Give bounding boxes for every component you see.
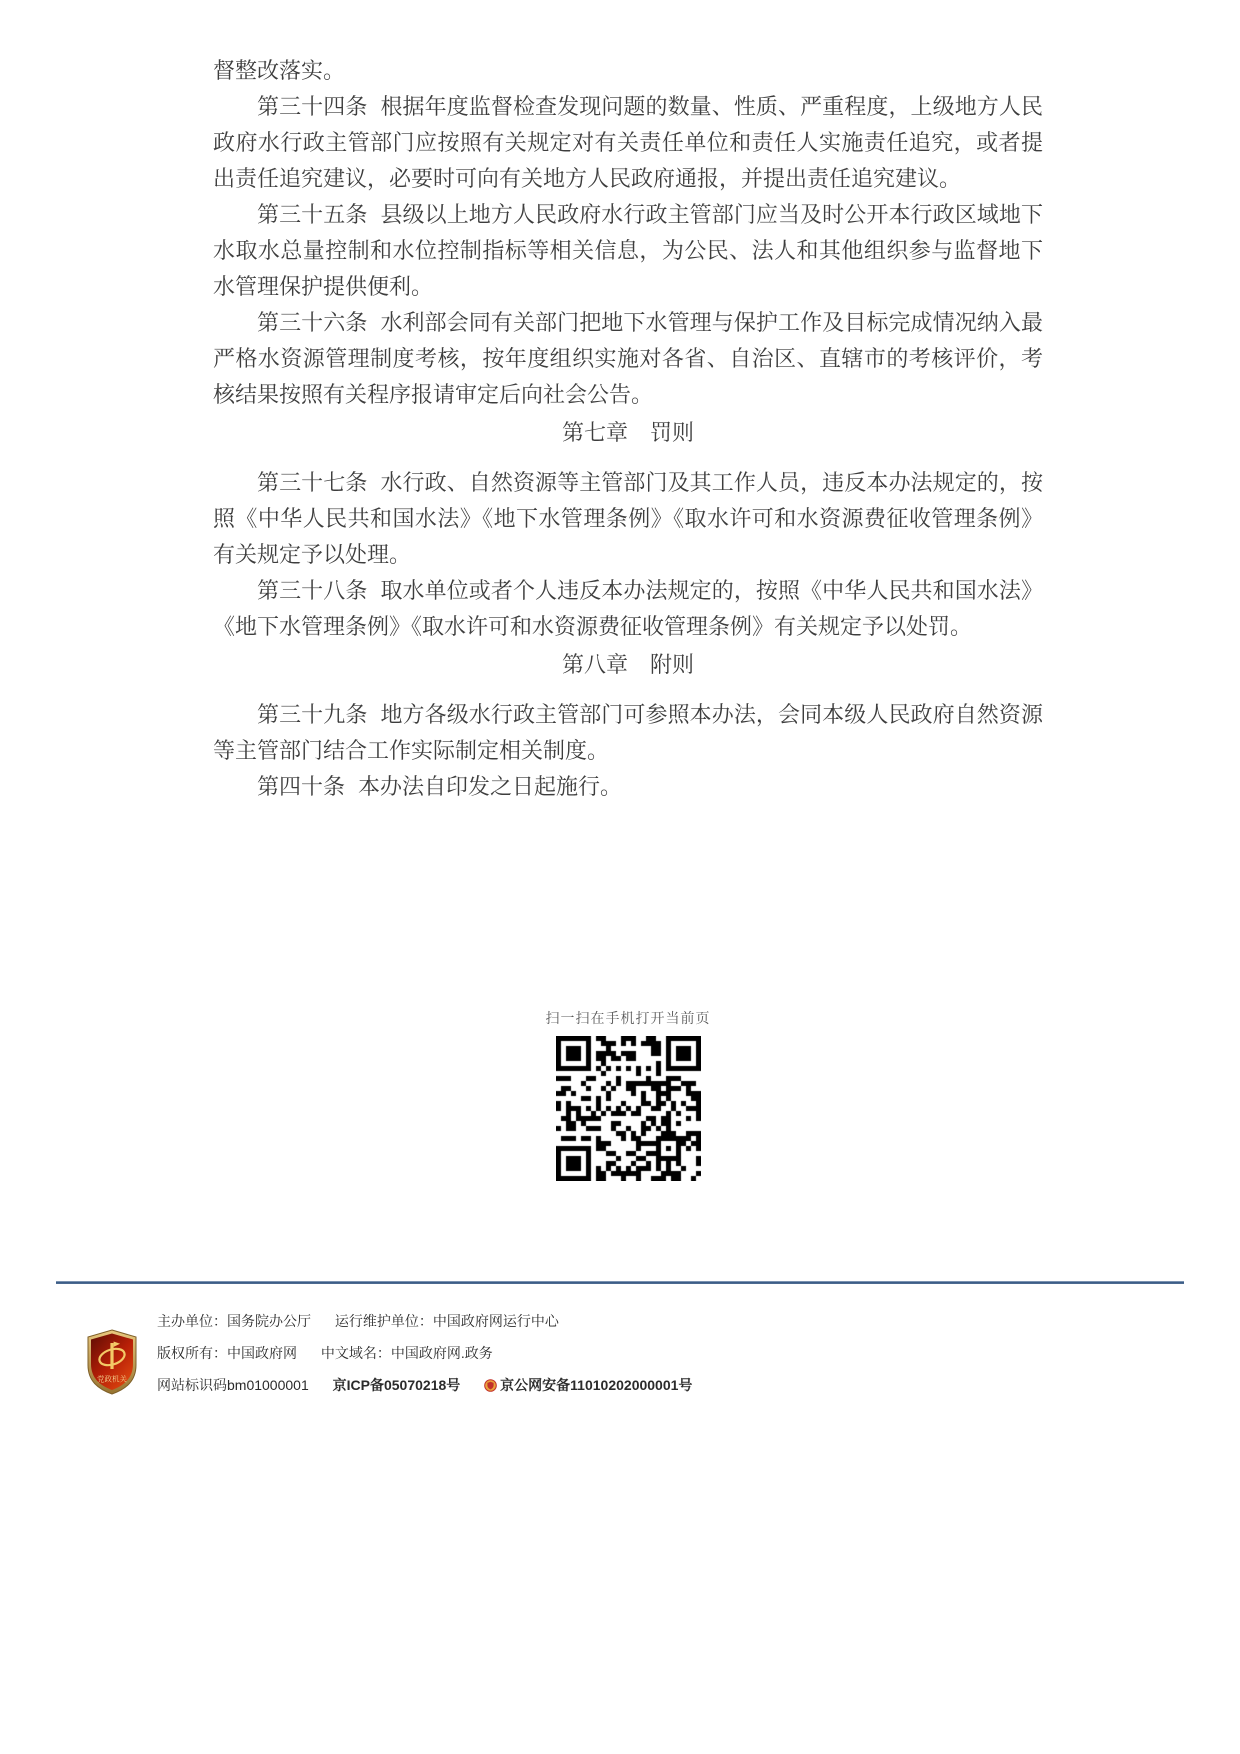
site-footer [85,1313,692,1395]
article-text: 本办法自印发之日起施行。 [358,774,623,799]
article-paragraph [213,465,1043,573]
article-number-label: 第三十八条 [257,578,368,603]
qr-caption: 扫一扫在手机打开当前页 [545,1010,711,1026]
continuation-paragraph [213,53,1043,89]
article-number-label: 第三十九条 [257,702,368,727]
public-security-record-text: 京公网安备11010202000001号 [500,1377,693,1393]
article-number-label: 第三十七条 [257,470,368,495]
footer-line-2 [157,1345,692,1362]
article-number-label: 第三十五条 [257,202,368,227]
article-paragraph [213,305,1043,413]
footer-divider [56,1281,1184,1284]
party-gov-org-badge-logo [85,1329,139,1395]
article-text: 督整改落实。 [213,58,346,83]
article-paragraph [213,573,1043,645]
footer-text-block [157,1313,692,1395]
footer-line-3 [157,1377,692,1394]
icp-license-link[interactable]: 京ICP备05070218号 [332,1377,461,1393]
article-number-label: 第三十六条 [257,310,368,335]
site-code-text: 网站标识码bm01000001 [157,1377,309,1393]
chapter-heading: 第八章 附则 [561,652,694,677]
article-paragraph [213,197,1043,305]
article-paragraph [213,769,1043,805]
article-number-label: 第三十四条 [257,94,368,119]
qr-code-image [556,1036,701,1181]
maintenance-unit-text: 运行维护单位：中国政府网运行中心 [334,1313,559,1329]
badge-label: 党政机关 [97,1374,127,1384]
article-paragraph [213,697,1043,769]
article-paragraph [213,89,1043,197]
copyright-text: 版权所有：中国政府网 [157,1345,297,1361]
article-text: 县级以上地方人民政府水行政主管部门应当及时公开本行政区域地下水取水总量控制和水位控制指标等相关信息，为公民、法人和其他组织参与监督地下水管理保护提供便利。 [213,202,1043,299]
chapter-heading: 第七章 罚则 [561,420,694,445]
host-unit-text: 主办单位：国务院办公厅 [157,1313,311,1329]
article-text: 根据年度监督检查发现问题的数量、性质、严重程度，上级地方人民政府水行政主管部门应按照有关规定对有关责任单位和责任人实施责任追究，或者提出责任追究建议，必要时可向有关地方人民政府通报，并提出责任追究建议。 [213,94,1043,191]
article-text: 地方各级水行政主管部门可参照本办法，会同本级人民政府自然资源等主管部门结合工作实际制定相关制度。 [213,702,1043,763]
public-security-record-link[interactable] [484,1377,692,1393]
article-body [0,0,1043,805]
public-security-badge-icon [484,1379,497,1392]
article-text: 取水单位或者个人违反本办法规定的，按照《中华人民共和国水法》《地下水管理条例》《取水许可和水资源费征收管理条例》有关规定予以处罚。 [213,578,1043,639]
chinese-domain-text: 中文域名：中国政府网.政务 [320,1345,493,1361]
article-text: 水行政、自然资源等主管部门及其工作人员，违反本办法规定的，按照《中华人民共和国水法》《地下水管理条例》《取水许可和水资源费征收管理条例》有关规定予以处理。 [213,470,1043,567]
article-number-label: 第四十条 [257,774,346,799]
article-text: 水利部会同有关部门把地下水管理与保护工作及目标完成情况纳入最严格水资源管理制度考核，按年度组织实施对各省、自治区、直辖市的考核评价，考核结果按照有关程序报请审定后向社会公告。 [213,310,1043,407]
qr-section [213,1008,1043,1186]
badge-emblem-bar [110,1343,113,1369]
footer-line-1 [157,1313,692,1330]
